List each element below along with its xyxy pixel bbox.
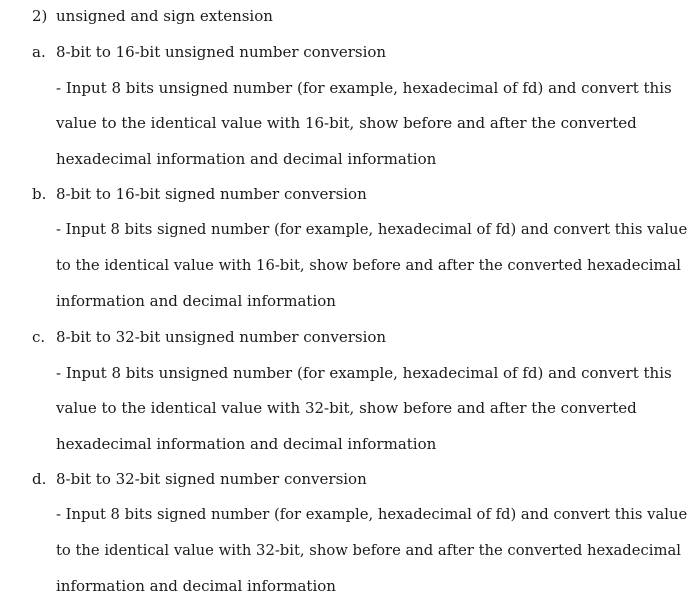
item-body-a-line-1: - Input 8 bits unsigned number (for example, hexadecimal of fd) and convert this <box>56 79 672 97</box>
item-title-b: 8-bit to 16-bit signed number conversion <box>56 185 367 203</box>
item-body-c-line-1: - Input 8 bits unsigned number (for example, hexadecimal of fd) and convert this <box>56 364 672 382</box>
item-title-d: 8-bit to 32-bit signed number conversion <box>56 470 367 488</box>
item-body-d-line-1: - Input 8 bits signed number (for example, hexadecimal of fd) and convert this value <box>56 506 688 523</box>
item-body-b-line-2: to the identical value with 16-bit, show before and after the converted hexadecimal <box>56 257 681 274</box>
item-marker-a: a. <box>32 43 46 61</box>
item-body-d-line-3: information and decimal information <box>56 577 336 595</box>
item-body-a-line-3: hexadecimal information and decimal information <box>56 150 437 168</box>
item-body-b-line-3: information and decimal information <box>56 292 336 310</box>
item-body-a-line-2: value to the identical value with 16-bit, show before and after the converted <box>56 114 637 132</box>
item-title-a: 8-bit to 16-bit unsigned number conversion <box>56 43 387 61</box>
item-body-b-line-1: - Input 8 bits signed number (for example, hexadecimal of fd) and convert this value <box>56 221 688 238</box>
item-title-c: 8-bit to 32-bit unsigned number conversion <box>56 328 387 346</box>
section-number: 2) <box>32 7 48 25</box>
section-title: unsigned and sign extension <box>56 7 273 25</box>
item-marker-c: c. <box>32 328 46 346</box>
item-marker-b: b. <box>32 185 47 203</box>
item-body-d-line-2: to the identical value with 32-bit, show before and after the converted hexadecimal <box>56 542 681 559</box>
item-body-c-line-3: hexadecimal information and decimal information <box>56 435 437 453</box>
item-marker-d: d. <box>32 470 47 488</box>
item-body-c-line-2: value to the identical value with 32-bit, show before and after the converted <box>56 399 637 417</box>
